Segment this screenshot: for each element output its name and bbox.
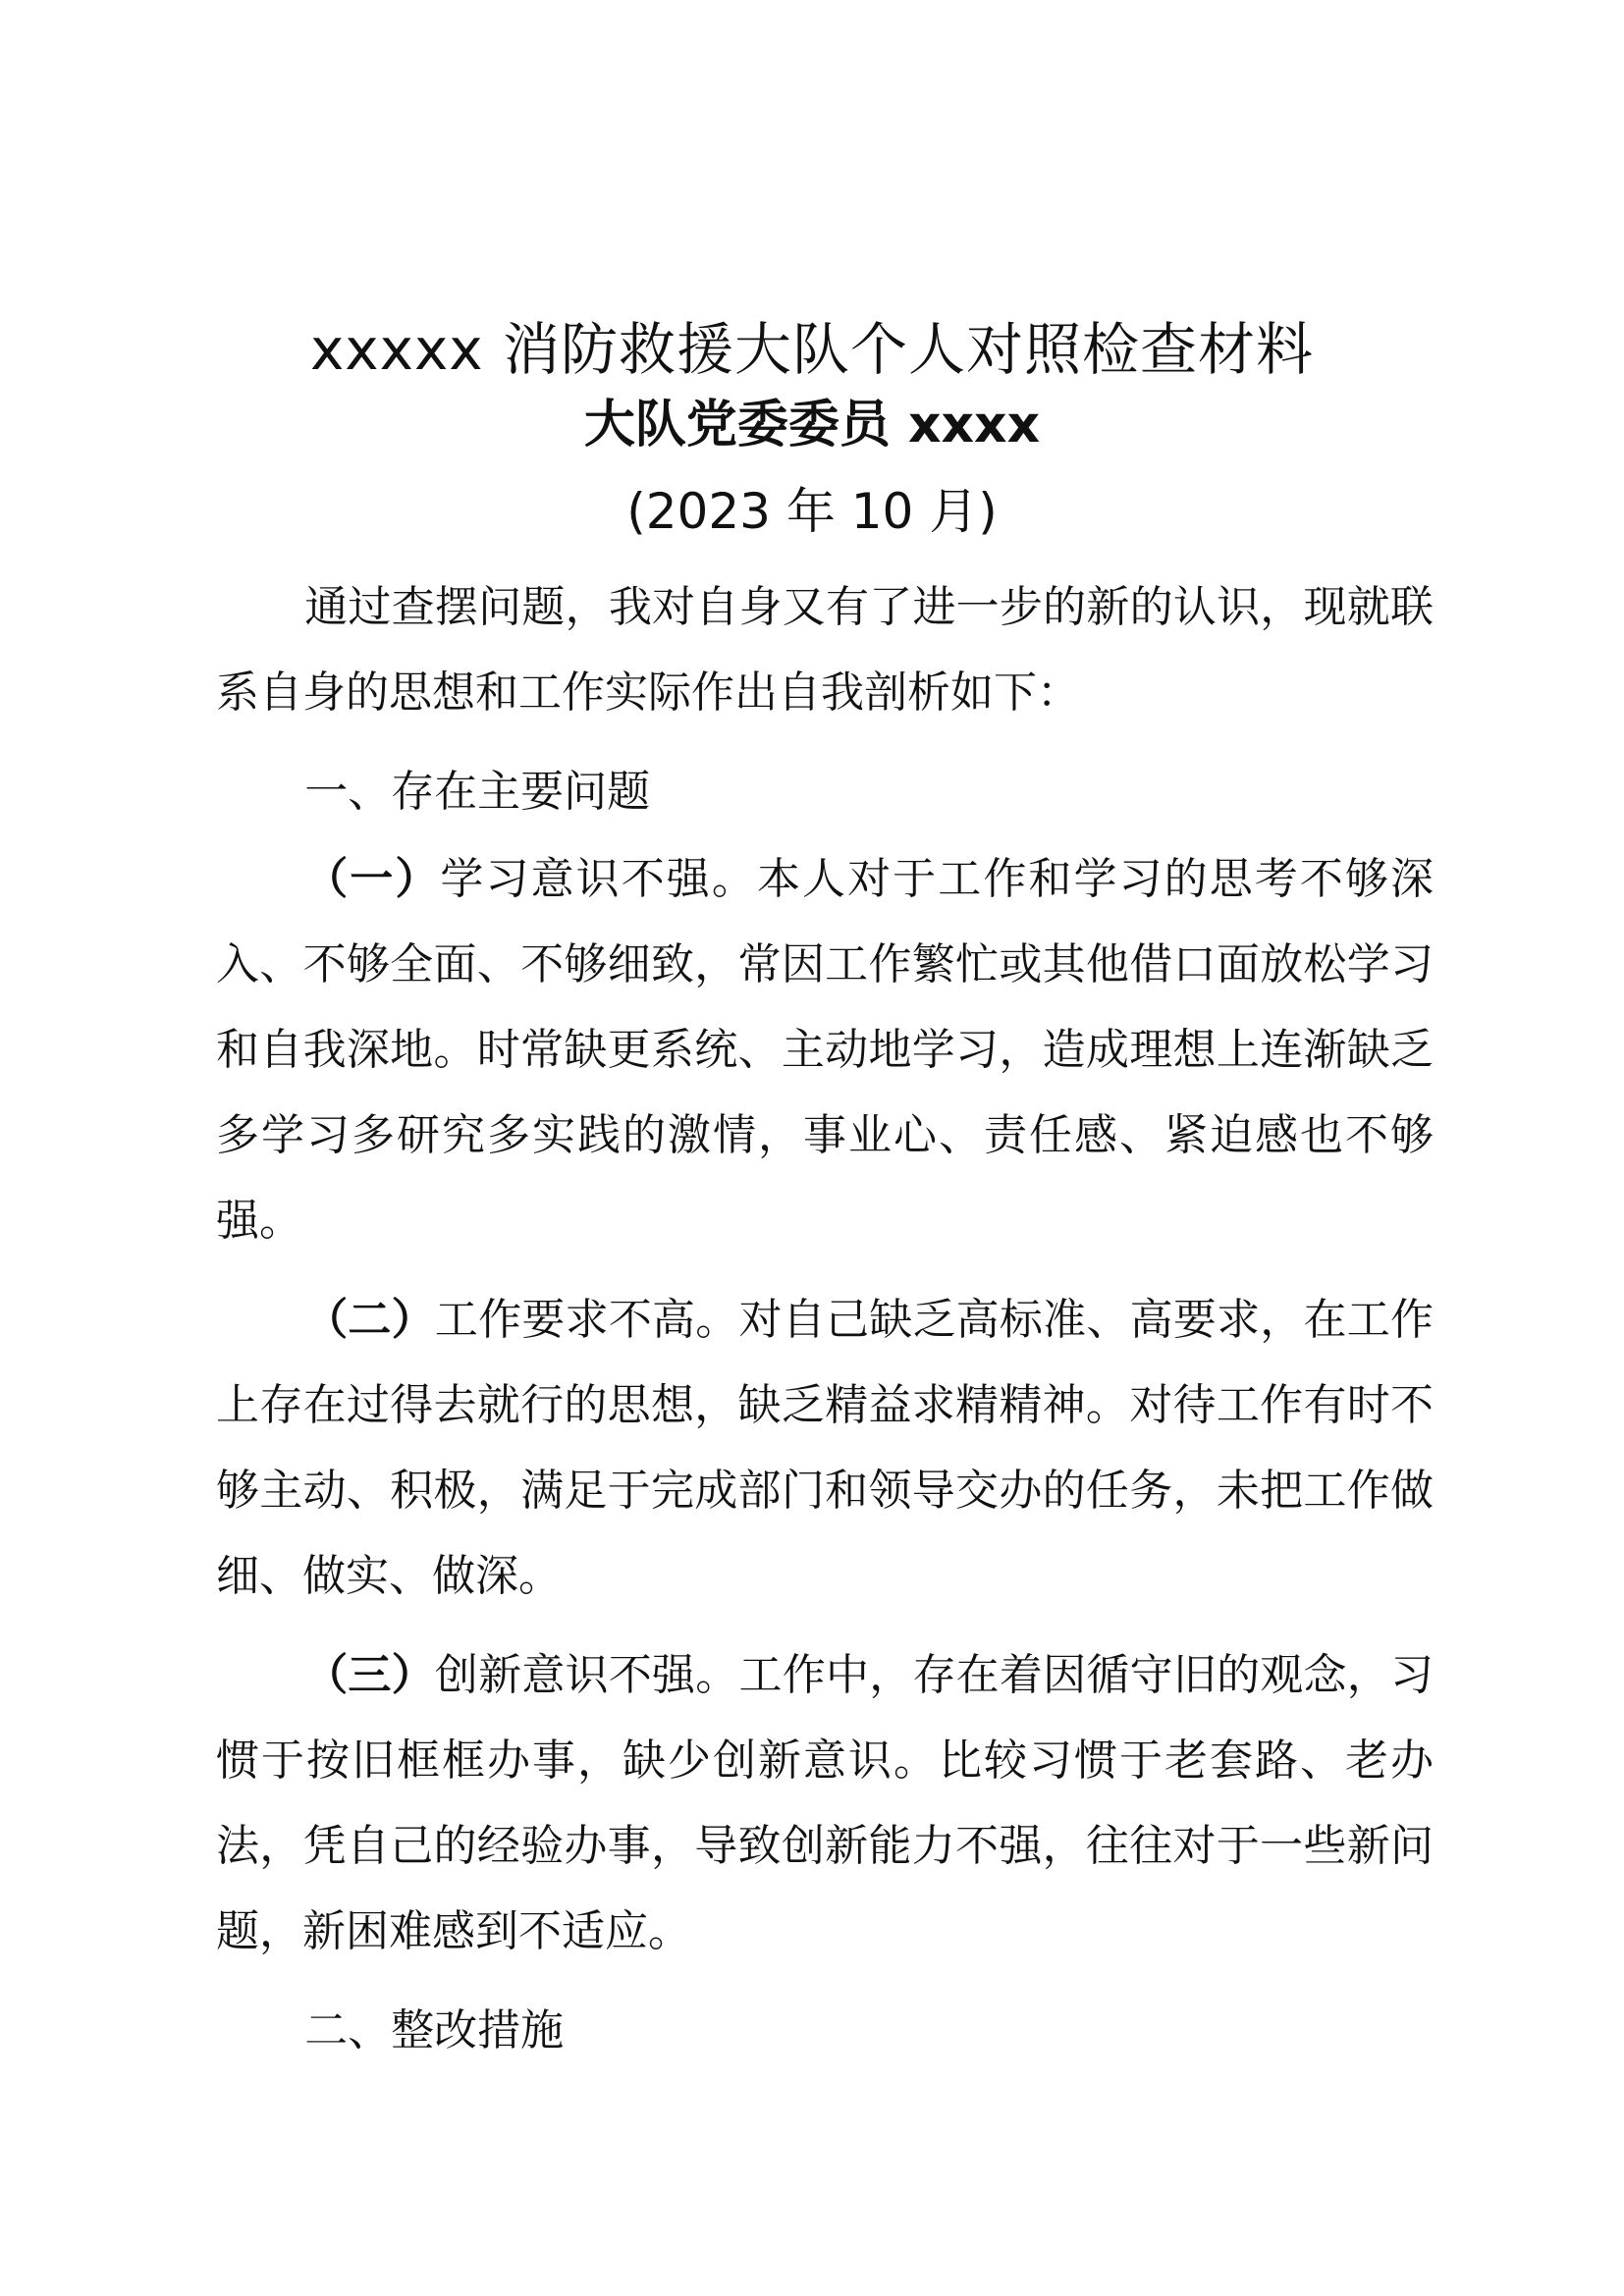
section-heading-problems: 一、存在主要问题 <box>304 767 651 817</box>
document-title: xxxxx 消防救援大队个人对照检查材料 <box>309 316 1315 383</box>
problem-item-1 <box>216 836 1434 1263</box>
item-number: （三） <box>304 1650 435 1700</box>
problem-item-3 <box>216 1632 1434 1974</box>
item-text: 创新意识不强。工作中，存在着因循守旧的观念，习惯于按旧框框办事，缺少创新意识。比较习惯于老套路、老办法，凭自己的经验办事，导致创新能力不强，往往对于一些新问题，新困难感到不适应。 <box>216 1650 1435 1956</box>
item-number: （一） <box>304 854 441 904</box>
item-number: （二） <box>304 1295 435 1345</box>
intro-paragraph: 通过查摆问题，我对自身又有了进一步的新的认识，现就联系自身的思想和工作实际作出自我剖析如下： <box>216 582 1434 718</box>
author-line: 大队党委委员 xxxx <box>583 396 1041 454</box>
document-body <box>216 564 1434 2073</box>
problem-item-2 <box>216 1277 1434 1619</box>
item-text: 工作要求不高。对自己缺乏高标准、高要求，在工作上存在过得去就行的思想，缺乏精益求精精神。对待工作有时不够主动、积极，满足于完成部门和领导交办的任务，未把工作做细、做实、做深。 <box>216 1295 1435 1601</box>
date-line: (2023 年 10 月) <box>626 483 998 540</box>
section-heading-measures: 二、整改措施 <box>304 2005 565 2056</box>
item-text: 学习意识不强。本人对于工作和学习的思考不够深入、不够全面、不够细致，常因工作繁忙或其他借口面放松学习和自我深地。时常缺更系统、主动地学习，造成理想上连渐缺乏多学习多研究多实践的激情，事业心、责任感、紧迫感也不够强。 <box>216 854 1435 1246</box>
